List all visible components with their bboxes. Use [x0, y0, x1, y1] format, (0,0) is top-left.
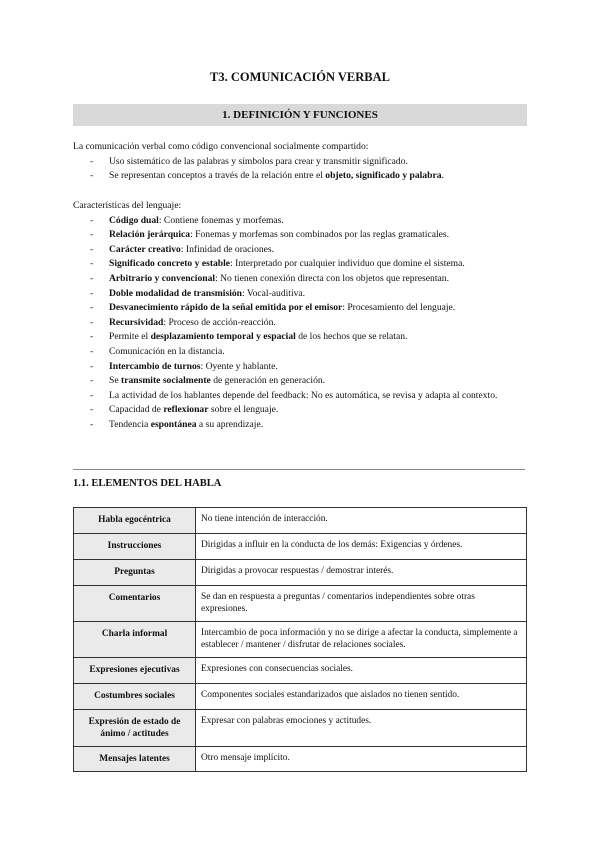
- table-row: [74, 658, 527, 684]
- table-row: [74, 710, 527, 747]
- section-heading: 1. DEFINICIÓN Y FUNCIONES: [73, 104, 527, 126]
- table-cell-description: Componentes sociales estandarizados que aislados no tienen sentido.: [196, 684, 527, 710]
- table-cell-term: Expresión de estado de ánimo / actitudes: [74, 710, 196, 747]
- table-cell-term: Charla informal: [74, 622, 196, 658]
- table-cell-description: Expresiones con consecuencias sociales.: [196, 658, 527, 684]
- table-cell-term: Comentarios: [74, 586, 196, 622]
- table-row: [74, 684, 527, 710]
- list-item: - La actividad de los hablantes depende del feedback: No es automática, se revisa y adapta al contexto.: [73, 389, 530, 404]
- features-lead: Características del lenguaje:: [73, 200, 182, 211]
- table-cell-term: Mensajes latentes: [74, 747, 196, 772]
- table-cell-term: Instrucciones: [74, 534, 196, 560]
- table-row: [74, 534, 527, 560]
- intro-paragraph: [73, 140, 530, 184]
- table-cell-description: Se dan en respuesta a preguntas / comentarios independientes sobre otras expresiones.: [196, 586, 527, 622]
- table-cell-term: Habla egocéntrica: [74, 508, 196, 534]
- page-title: T3. COMUNICACIÓN VERBAL: [210, 70, 390, 84]
- table-cell-term: Costumbres sociales: [74, 684, 196, 710]
- table-cell-term: Expresiones ejecutivas: [74, 658, 196, 684]
- list-item: - Código dual: Contiene fonemas y morfemas.: [73, 214, 530, 229]
- list-item: - Se transmite socialmente de generación en generación.: [73, 374, 530, 389]
- subsection-heading: 1.1. ELEMENTOS DEL HABLA: [73, 478, 222, 489]
- features-paragraph: [73, 199, 530, 433]
- list-item: - Uso sistemático de las palabras y símbolos para crear y transmitir significado.: [73, 155, 530, 170]
- list-item: - Tendencia espontánea a su aprendizaje.: [73, 418, 530, 433]
- table-cell-description: No tiene intención de interacción.: [196, 508, 527, 534]
- list-item: - Permite el desplazamiento temporal y espacial de los hechos que se relatan.: [73, 330, 530, 345]
- list-item: - Significado concreto y estable: Interpretado por cualquier individuo que domine el sistema.: [73, 257, 530, 272]
- table-row: [74, 586, 527, 622]
- list-item: - Se representan conceptos a través de la relación entre el objeto, significado y palabra.: [73, 169, 530, 184]
- table-row: [74, 747, 527, 772]
- speech-elements-table: [73, 507, 527, 772]
- table-row: [74, 622, 527, 658]
- list-item: - Desvanecimiento rápido de la señal emitida por el emisor: Procesamiento del lenguaje.: [73, 301, 530, 316]
- table-cell-term: Preguntas: [74, 560, 196, 586]
- intro-lead: La comunicación verbal como código convencional socialmente compartido:: [73, 141, 369, 152]
- table-cell-description: Expresar con palabras emociones y actitudes.: [196, 710, 527, 747]
- table-cell-description: Dirigidas a provocar respuestas / demostrar interés.: [196, 560, 527, 586]
- table-row: [74, 508, 527, 534]
- list-item: - Comunicación en la distancia.: [73, 345, 530, 360]
- features-list: [73, 214, 530, 433]
- section-divider: [73, 469, 525, 470]
- table-cell-description: Otro mensaje implícito.: [196, 747, 527, 772]
- list-item: - Relación jerárquica: Fonemas y morfemas son combinados por las reglas gramaticales.: [73, 228, 530, 243]
- table-cell-description: Dirigidas a influir en la conducta de los demás: Exigencias y órdenes.: [196, 534, 527, 560]
- list-item: - Capacidad de reflexionar sobre el lenguaje.: [73, 403, 530, 418]
- list-item: - Carácter creativo: Infinidad de oraciones.: [73, 243, 530, 258]
- list-item: - Arbitrario y convencional: No tienen conexión directa con los objetos que representan.: [73, 272, 530, 287]
- list-item: - Recursividad: Proceso de acción-reacción.: [73, 316, 530, 331]
- list-item: - Intercambio de turnos: Oyente y hablante.: [73, 360, 530, 375]
- intro-list: [73, 155, 530, 184]
- table-row: [74, 560, 527, 586]
- table-cell-description: Intercambio de poca información y no se dirige a afectar la conducta, simplemente a establecer / mantener / disfrutar de relaciones sociales.: [196, 622, 527, 658]
- list-item: - Doble modalidad de transmisión: Vocal-auditiva.: [73, 287, 530, 302]
